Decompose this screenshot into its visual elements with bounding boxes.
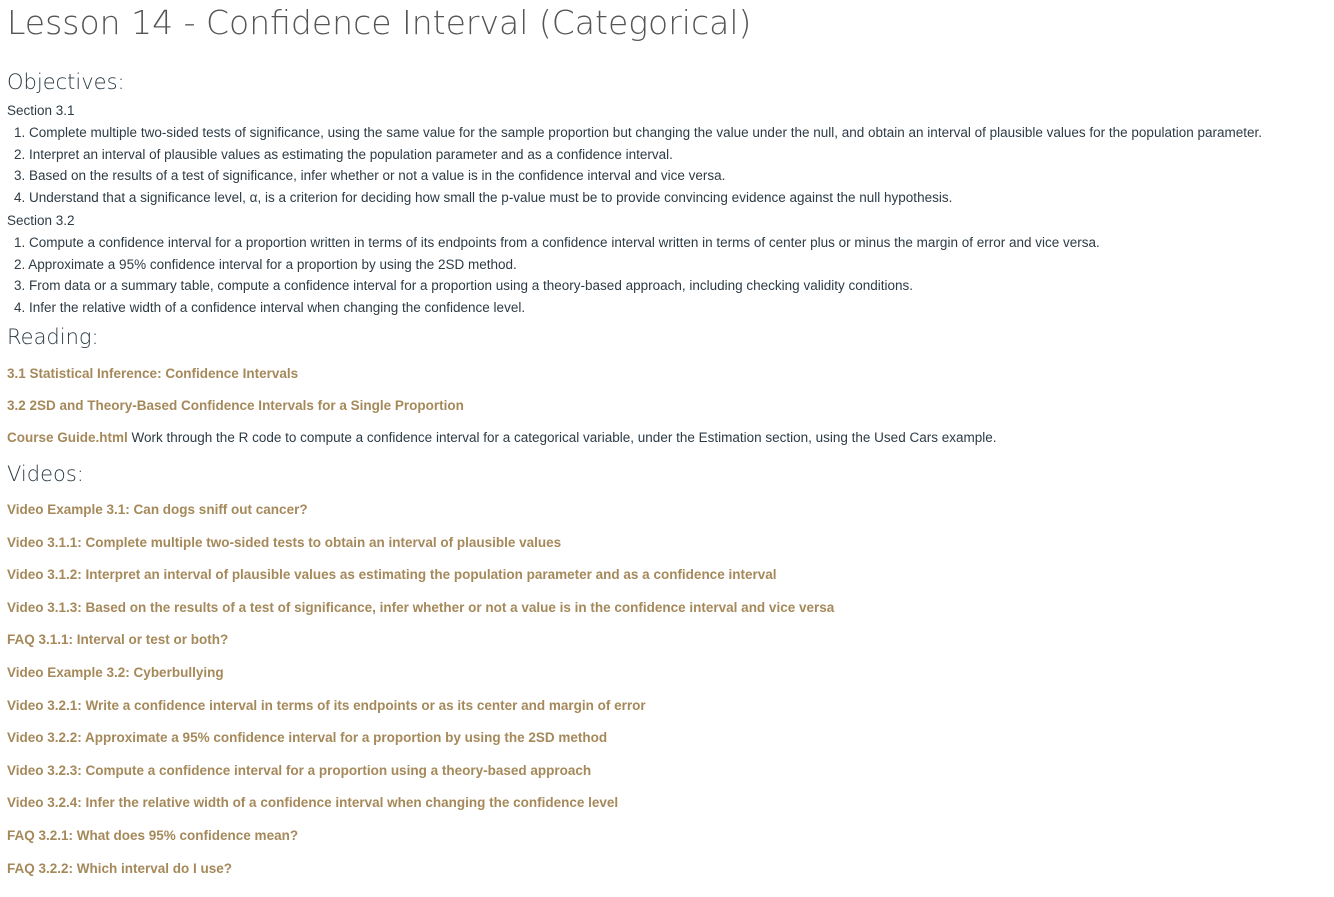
objective-item: 4. Infer the relative width of a confidence interval when changing the confidence level. — [14, 299, 526, 315]
page-content — [0, 3, 1334, 878]
video-item — [7, 860, 1334, 878]
course-guide-link[interactable]: Course Guide.html — [7, 430, 128, 445]
video-link-3-2-1[interactable]: Video 3.2.1: Write a confidence interval in terms of its endpoints or as its center and margin of error — [7, 697, 646, 713]
video-link-example-3-1[interactable]: Video Example 3.1: Can dogs sniff out cancer? — [7, 502, 308, 517]
reading-item — [7, 365, 1334, 383]
video-item — [7, 664, 1334, 682]
objective-item: 1. Complete multiple two-sided tests of significance, using the same value for the sample proportion but changing the value under the null, and obtain an interval of plausible values for the population parameter. — [14, 125, 1263, 140]
video-item — [7, 762, 1334, 780]
section-3-2-objectives — [7, 232, 1334, 318]
section-3-1-objectives — [7, 122, 1334, 208]
video-item — [7, 599, 1334, 617]
faq-link-3-1-1[interactable]: FAQ 3.1.1: Interval or test or both? — [7, 632, 229, 648]
page-title: Lesson 14 - Confidence Interval (Categorical) — [7, 3, 752, 42]
course-guide-description: Work through the R code to compute a confidence interval for a categorical variable, under the Estimation section, using the Used Cars example. — [127, 430, 997, 445]
reading-list — [7, 365, 1334, 447]
video-item — [7, 827, 1334, 845]
faq-link-3-2-1[interactable]: FAQ 3.2.1: What does 95% confidence mean? — [7, 827, 299, 843]
video-link-3-2-2[interactable]: Video 3.2.2: Approximate a 95% confidence interval for a proportion by using the 2SD method — [7, 730, 608, 746]
section-3-2-label: Section 3.2 — [7, 213, 75, 228]
videos-heading: Videos: — [7, 462, 84, 486]
video-link-3-1-3[interactable]: Video 3.1.3: Based on the results of a test of significance, infer whether or not a value is in the confidence interval and vice versa — [7, 599, 835, 615]
reading-item — [7, 397, 1334, 415]
video-item — [7, 697, 1334, 715]
video-link-3-1-1[interactable]: Video 3.1.1: Complete multiple two-sided tests to obtain an interval of plausible values — [7, 534, 562, 550]
reading-link-3-1[interactable]: 3.1 Statistical Inference: Confidence Intervals — [7, 366, 299, 381]
reading-link-3-2[interactable]: 3.2 2SD and Theory-Based Confidence Intervals for a Single Proportion — [7, 398, 464, 413]
video-item — [7, 631, 1334, 649]
section-3-1-label: Section 3.1 — [7, 103, 75, 118]
video-item — [7, 501, 1334, 519]
video-item — [7, 566, 1334, 584]
objective-item: 2. Interpret an interval of plausible values as estimating the population parameter and as a confidence interval. — [14, 146, 673, 162]
video-link-3-1-2[interactable]: Video 3.1.2: Interpret an interval of plausible values as estimating the population parameter and as a confidence interval — [7, 567, 777, 583]
video-item — [7, 534, 1334, 552]
video-item — [7, 729, 1334, 747]
objective-item: 3. Based on the results of a test of significance, infer whether or not a value is in the confidence interval and vice versa. — [14, 168, 726, 183]
video-link-3-2-3[interactable]: Video 3.2.3: Compute a confidence interval for a proportion using a theory-based approach — [7, 762, 592, 778]
video-item — [7, 794, 1334, 812]
objective-item: 3. From data or a summary table, compute a confidence interval for a proportion using a theory-based approach, including checking validity conditions. — [14, 278, 913, 293]
videos-list — [7, 501, 1334, 878]
reading-heading: Reading: — [7, 325, 99, 349]
video-link-example-3-2[interactable]: Video Example 3.2: Cyberbullying — [7, 664, 224, 680]
video-link-3-2-4[interactable]: Video 3.2.4: Infer the relative width of a confidence interval when changing the confidence level — [7, 795, 619, 811]
objective-item: 1. Compute a confidence interval for a proportion written in terms of its endpoints from a confidence interval written in terms of center plus or minus the margin of error and vice versa. — [14, 235, 1100, 250]
reading-item — [7, 429, 1334, 447]
objective-item: 4. Understand that a significance level, α, is a criterion for deciding how small the p-value must be to provide convincing evidence against the null hypothesis. — [14, 189, 953, 205]
objective-item: 2. Approximate a 95% confidence interval for a proportion by using the 2SD method. — [14, 256, 517, 272]
faq-link-3-2-2[interactable]: FAQ 3.2.2: Which interval do I use? — [7, 860, 233, 876]
objectives-heading: Objectives: — [7, 70, 125, 94]
